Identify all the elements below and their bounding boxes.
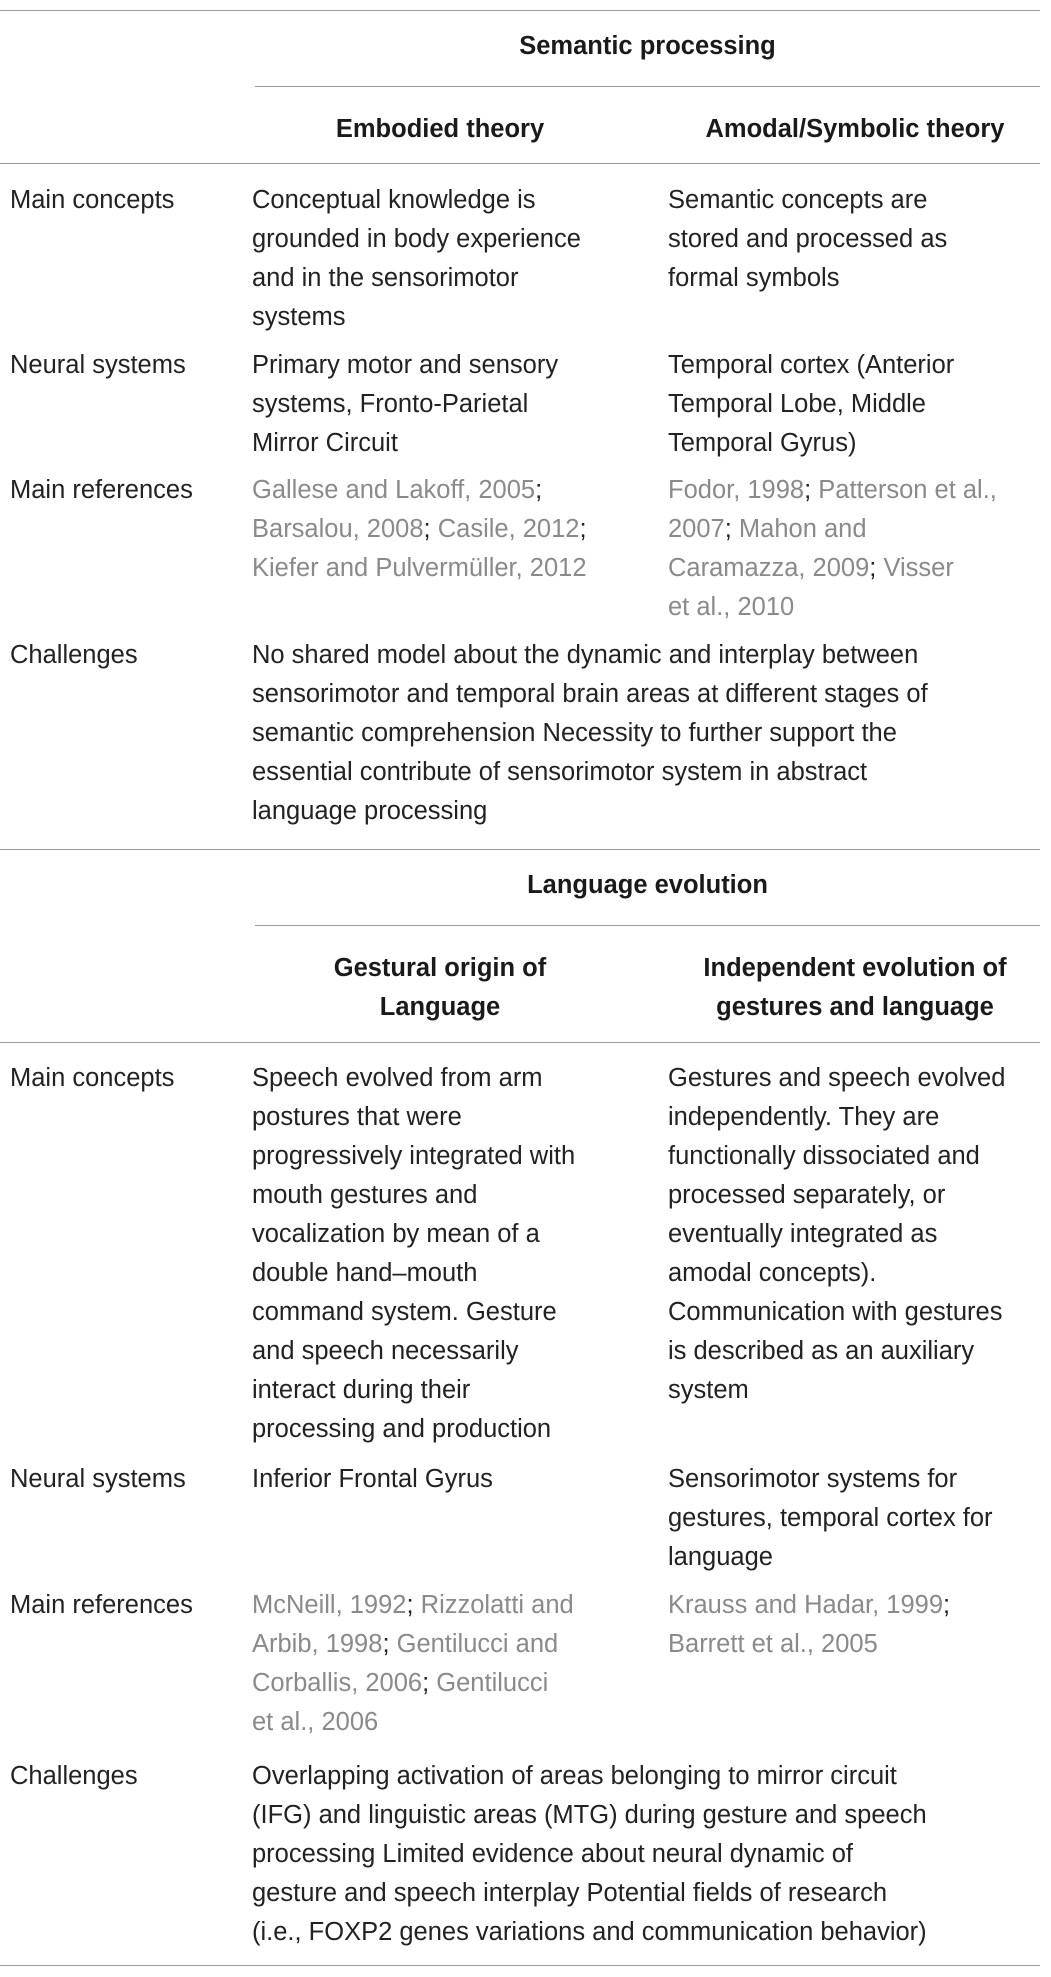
reference-link[interactable]: Kiefer and Pulvermüller, 2012 bbox=[252, 554, 587, 582]
reference-link[interactable]: Barsalou, 2008 bbox=[252, 515, 424, 543]
reference-separator: ; bbox=[579, 515, 587, 543]
reference-separator: ; bbox=[943, 1591, 951, 1619]
header-rule-semantic bbox=[0, 163, 1040, 164]
reference-link[interactable]: Arbib, 1998 bbox=[252, 1630, 383, 1658]
row-label-neural-systems: Neural systems bbox=[10, 351, 186, 379]
reference-link[interactable]: Rizzolatti and bbox=[420, 1591, 574, 1619]
cell-amodal-neural-systems: Temporal cortex (Anterior Temporal Lobe, Middle Temporal Gyrus) bbox=[668, 351, 955, 457]
reference-separator: ; bbox=[422, 1669, 437, 1697]
reference-link[interactable]: Caramazza, 2009 bbox=[668, 554, 870, 582]
row-label-challenges: Challenges bbox=[10, 641, 138, 669]
reference-link[interactable]: Visser bbox=[883, 554, 954, 582]
cell-embodied-main-concepts: Conceptual knowledge is grounded in body experience and in the sensorimotor systems bbox=[252, 186, 581, 331]
reference-link[interactable]: McNeill, 1992 bbox=[252, 1591, 407, 1619]
row-label-main-concepts: Main concepts bbox=[10, 186, 175, 214]
cell-gestural-references bbox=[252, 1586, 662, 1742]
reference-link[interactable]: 2007 bbox=[668, 515, 725, 543]
reference-link[interactable]: et al., 2006 bbox=[252, 1708, 379, 1736]
cell-embodied-neural-systems: Primary motor and sensory systems, Fronto-Parietal Mirror Circuit bbox=[252, 351, 559, 457]
top-rule bbox=[0, 10, 1040, 11]
reference-link[interactable]: Krauss and Hadar, 1999 bbox=[668, 1591, 944, 1619]
cell-amodal-main-concepts: Semantic concepts are stored and processed as formal symbols bbox=[668, 186, 948, 292]
reference-link[interactable]: Corballis, 2006 bbox=[252, 1669, 423, 1697]
row-label-main-concepts: Main concepts bbox=[10, 1064, 175, 1092]
cell-amodal-references bbox=[668, 471, 1048, 627]
cell-gestural-neural-systems: Inferior Frontal Gyrus bbox=[252, 1465, 493, 1493]
section-rule-evolution bbox=[255, 925, 1040, 926]
cell-semantic-challenges: No shared model about the dynamic and interplay between sensorimotor and temporal brain areas at different stages of semantic comprehension Necessity to further support the essential contribute of sensorimotor system in abstract language processing bbox=[252, 641, 928, 825]
reference-link[interactable]: Gentilucci bbox=[436, 1669, 549, 1697]
cell-independent-neural-systems: Sensorimotor systems for gestures, temporal cortex for language bbox=[668, 1465, 993, 1571]
reference-link[interactable]: Gallese and Lakoff, 2005 bbox=[252, 476, 536, 504]
section-title-evolution: Language evolution bbox=[527, 871, 768, 899]
row-label-main-references: Main references bbox=[10, 476, 193, 504]
col-header-amodal: Amodal/Symbolic theory bbox=[705, 115, 1005, 143]
reference-separator: ; bbox=[724, 515, 739, 543]
reference-link[interactable]: Barrett et al., 2005 bbox=[668, 1630, 878, 1658]
reference-link[interactable]: Patterson et al., bbox=[818, 476, 997, 504]
reference-separator: ; bbox=[423, 515, 438, 543]
cell-independent-main-concepts: Gestures and speech evolved independently. They are functionally dissociated and processed separately, or eventually integrated as amodal concepts). Communication with gestures is described as an auxiliary system bbox=[668, 1064, 1006, 1404]
header-rule-evolution bbox=[0, 1042, 1040, 1043]
reference-separator: ; bbox=[869, 554, 884, 582]
row-label-main-references: Main references bbox=[10, 1591, 193, 1619]
col-header-embodied: Embodied theory bbox=[335, 115, 545, 143]
reference-link[interactable]: Fodor, 1998 bbox=[668, 476, 805, 504]
col-header-independent-evolution: Independent evolution of gestures and language bbox=[703, 954, 1007, 1021]
bottom-rule bbox=[0, 1965, 1040, 1966]
reference-separator: ; bbox=[406, 1591, 421, 1619]
reference-link[interactable]: Mahon and bbox=[738, 515, 867, 543]
reference-link[interactable]: Gentilucci and bbox=[396, 1630, 559, 1658]
row-label-challenges: Challenges bbox=[10, 1762, 138, 1790]
section-title-semantic: Semantic processing bbox=[519, 32, 776, 60]
row-label-neural-systems: Neural systems bbox=[10, 1465, 186, 1493]
reference-separator: ; bbox=[382, 1630, 397, 1658]
col-header-gestural-origin: Gestural origin of Language bbox=[333, 954, 547, 1021]
reference-separator: ; bbox=[804, 476, 819, 504]
cell-independent-references bbox=[668, 1586, 1048, 1664]
reference-separator: ; bbox=[535, 476, 543, 504]
cell-gestural-main-concepts: Speech evolved from arm postures that were progressively integrated with mouth gestures and vocalization by mean of a double hand–mouth command system. Gesture and speech necessarily interact during their processing and production bbox=[252, 1064, 576, 1443]
reference-link[interactable]: Casile, 2012 bbox=[437, 515, 580, 543]
section-rule-semantic bbox=[255, 86, 1040, 87]
reference-link[interactable]: et al., 2010 bbox=[668, 593, 795, 621]
cell-embodied-references bbox=[252, 471, 662, 588]
cell-evolution-challenges: Overlapping activation of areas belonging to mirror circuit (IFG) and linguistic areas (MTG) during gesture and speech processing Limited evidence about neural dynamic of gesture and speech interplay Potential fields of research (i.e., FOXP2 genes variations and communication behavior) bbox=[252, 1762, 927, 1946]
section-divider bbox=[0, 849, 1040, 850]
